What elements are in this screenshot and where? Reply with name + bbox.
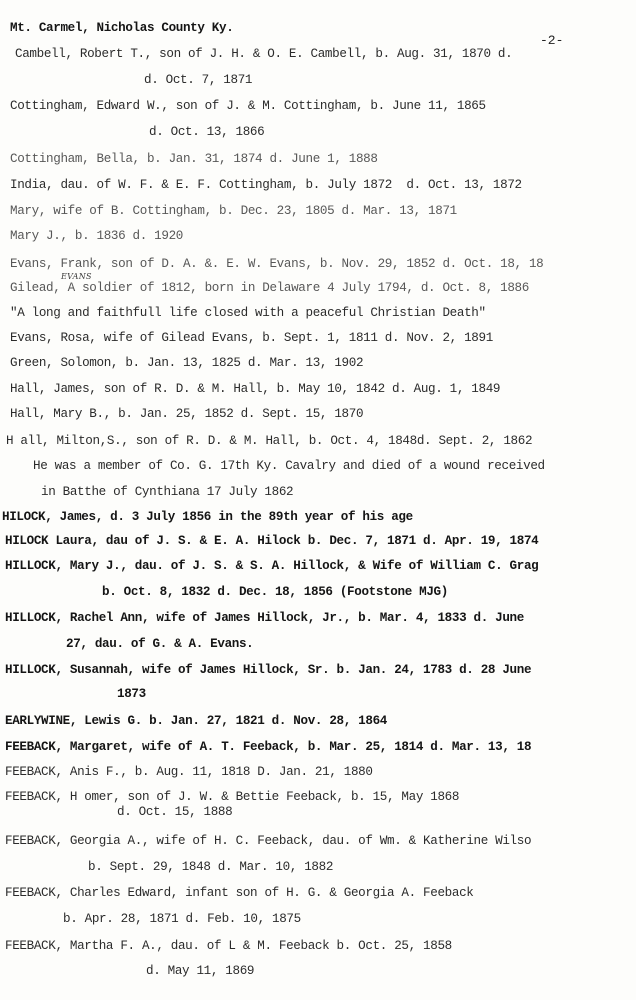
entry-line: FEEBACK, Charles Edward, infant son of H. G. & Georgia A. Feeback — [5, 886, 474, 900]
entry-line: HILLOCK, Mary J., dau. of J. S. & S. A. Hillock, & Wife of William C. Grag — [5, 559, 539, 573]
entry-line: EARLYWINE, Lewis G. b. Jan. 27, 1821 d. Nov. 28, 1864 — [5, 714, 387, 728]
entry-line: 1873 — [117, 687, 146, 701]
entry-line: d. Oct. 7, 1871 — [144, 73, 253, 87]
entry-line: HILLOCK, Susannah, wife of James Hillock, Sr. b. Jan. 24, 1783 d. 28 June — [5, 663, 532, 677]
entry-line: India, dau. of W. F. & E. F. Cottingham, b. July 1872 d. Oct. 13, 1872 — [10, 178, 522, 192]
entry-line: FEEBACK, Margaret, wife of A. T. Feeback, b. Mar. 25, 1814 d. Mar. 13, 18 — [5, 740, 532, 754]
entry-line: Mary, wife of B. Cottingham, b. Dec. 23, 1805 d. Mar. 13, 1871 — [10, 204, 457, 218]
entry-line: Green, Solomon, b. Jan. 13, 1825 d. Mar. 13, 1902 — [10, 356, 364, 370]
entry-line: Mary J., b. 1836 d. 1920 — [10, 229, 183, 243]
entry-line: HILOCK, James, d. 3 July 1856 in the 89th year of his age — [2, 510, 413, 524]
entry-line: HILLOCK, Rachel Ann, wife of James Hillock, Jr., b. Mar. 4, 1833 d. June — [5, 611, 524, 625]
entry-line: Hall, Mary B., b. Jan. 25, 1852 d. Sept. 15, 1870 — [10, 407, 364, 421]
entry-line: Evans, Frank, son of D. A. &. E. W. Evans, b. Nov. 29, 1852 d. Oct. 18, 18 — [10, 257, 544, 271]
entry-line: d. May 11, 1869 — [146, 964, 255, 978]
entry-line: Evans, Rosa, wife of Gilead Evans, b. Sept. 1, 1811 d. Nov. 2, 1891 — [10, 331, 493, 345]
entry-line: Gilead, A soldier of 1812, born in Delaware 4 July 1794, d. Oct. 8, 1886 — [10, 281, 529, 295]
entry-line: b. Apr. 28, 1871 d. Feb. 10, 1875 — [63, 912, 301, 926]
entry-line: Hall, James, son of R. D. & M. Hall, b. May 10, 1842 d. Aug. 1, 1849 — [10, 382, 501, 396]
entry-line: FEEBACK, Anis F., b. Aug. 11, 1818 D. Jan. 21, 1880 — [5, 765, 373, 779]
entry-line: FEEBACK, H omer, son of J. W. & Bettie Feeback, b. 15, May 1868 — [5, 790, 460, 804]
entry-line: d. Oct. 15, 1888 — [117, 805, 233, 819]
entry-line: HILOCK Laura, dau of J. S. & E. A. Hilock b. Dec. 7, 1871 d. Apr. 19, 1874 — [5, 534, 539, 548]
entry-line: FEEBACK, Georgia A., wife of H. C. Feeback, dau. of Wm. & Katherine Wilso — [5, 834, 532, 848]
page-number: -2- — [540, 33, 564, 48]
entry-line: Cambell, Robert T., son of J. H. & O. E. Cambell, b. Aug. 31, 1870 d. — [15, 47, 513, 61]
entry-line: b. Oct. 8, 1832 d. Dec. 18, 1856 (Footstone MJG) — [102, 585, 448, 599]
entry-line: d. Oct. 13, 1866 — [149, 125, 265, 139]
entry-line: in Batthe of Cynthiana 17 July 1862 — [41, 485, 294, 499]
handwritten-insertion: EVANS — [61, 272, 92, 281]
entry-line: b. Sept. 29, 1848 d. Mar. 10, 1882 — [88, 860, 334, 874]
entry-line: H all, Milton,S., son of R. D. & M. Hall, b. Oct. 4, 1848d. Sept. 2, 1862 — [6, 434, 533, 448]
entry-line: Cottingham, Bella, b. Jan. 31, 1874 d. June 1, 1888 — [10, 152, 378, 166]
entry-line: Cottingham, Edward W., son of J. & M. Cottingham, b. June 11, 1865 — [10, 99, 486, 113]
entry-line: 27, dau. of G. & A. Evans. — [66, 637, 254, 651]
entry-line: "A long and faithfull life closed with a peaceful Christian Death" — [10, 306, 486, 320]
entry-line: He was a member of Co. G. 17th Ky. Cavalry and died of a wound received — [33, 459, 545, 473]
entry-line: FEEBACK, Martha F. A., dau. of L & M. Feeback b. Oct. 25, 1858 — [5, 939, 452, 953]
location-header: Mt. Carmel, Nicholas County Ky. — [10, 21, 234, 35]
